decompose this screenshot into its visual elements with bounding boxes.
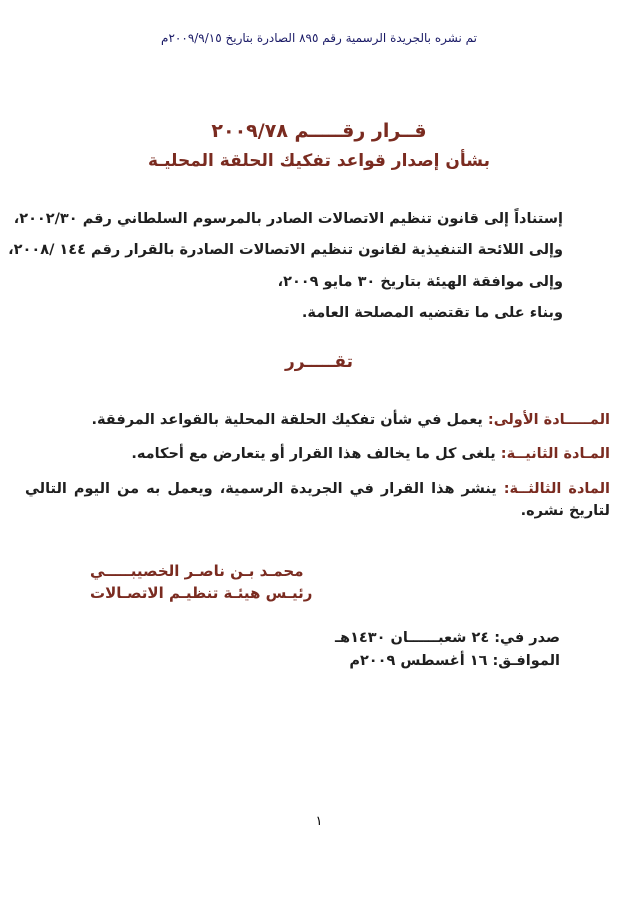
- article-text: يلغى كل ما يخالف هذا القرار أو يتعارض مع أحكامه.: [131, 446, 501, 462]
- gazette-header-note: تم نشره بالجريدة الرسمية رقم ٨٩٥ الصادرة بتاريخ ٢٠٠٩/٩/١٥م: [161, 31, 477, 45]
- article-label: المـادة الثانيــة:: [500, 446, 610, 462]
- preamble-line: وبناء على ما تقتضيه المصلحة العامة.: [301, 305, 563, 321]
- article-label: المـــــادة الأولى:: [487, 412, 610, 428]
- decision-title: قــرار رقـــــم ٢٠٠٩/٧٨: [211, 120, 427, 142]
- decision-subtitle: بشأن إصدار قواعد تفكيك الحلقة المحليـة: [148, 151, 490, 171]
- signatory-name: محمـد بـن ناصـر الخصيبـــــي: [90, 562, 304, 580]
- decides-heading: تقـــــرر: [284, 352, 354, 372]
- preamble-line: وإلى موافقة الهيئة بتاريخ ٣٠ مايو ٢٠٠٩،: [277, 274, 563, 290]
- page-number: ١: [315, 814, 323, 829]
- preamble-line: وإلى اللائحة التنفيذية لقانون تنظيم الاتصالات الصادرة بالقرار رقم ١٤٤ /٢٠٠٨،: [8, 242, 563, 258]
- article-text: يعمل في شأن تفكيك الحلقة المحلية بالقواعد المرفقة.: [91, 412, 488, 428]
- article-text: ينشر هذا القرار في الجريدة الرسمية، ويعمل به من اليوم التالي لتاريخ نشره.: [25, 481, 610, 519]
- preamble-line: إستناداً إلى قانون تنظيم الاتصالات الصادر بالمرسوم السلطاني رقم ٢٠٠٢/٣٠،: [13, 211, 563, 227]
- issued-date-gregorian: الموافـق: ١٦ أغسطس ٢٠٠٩م: [349, 653, 560, 669]
- article-label: المادة الثالثــة:: [503, 481, 610, 497]
- signatory-position: رئيـس هيئـة تنظيـم الاتصـالات: [90, 584, 313, 602]
- article-first: [92, 412, 611, 428]
- article-third: [25, 478, 610, 522]
- issued-date-hijri: صدر في: ٢٤ شعبــــــان ١٤٣٠هـ: [335, 630, 560, 646]
- article-second: [131, 446, 610, 462]
